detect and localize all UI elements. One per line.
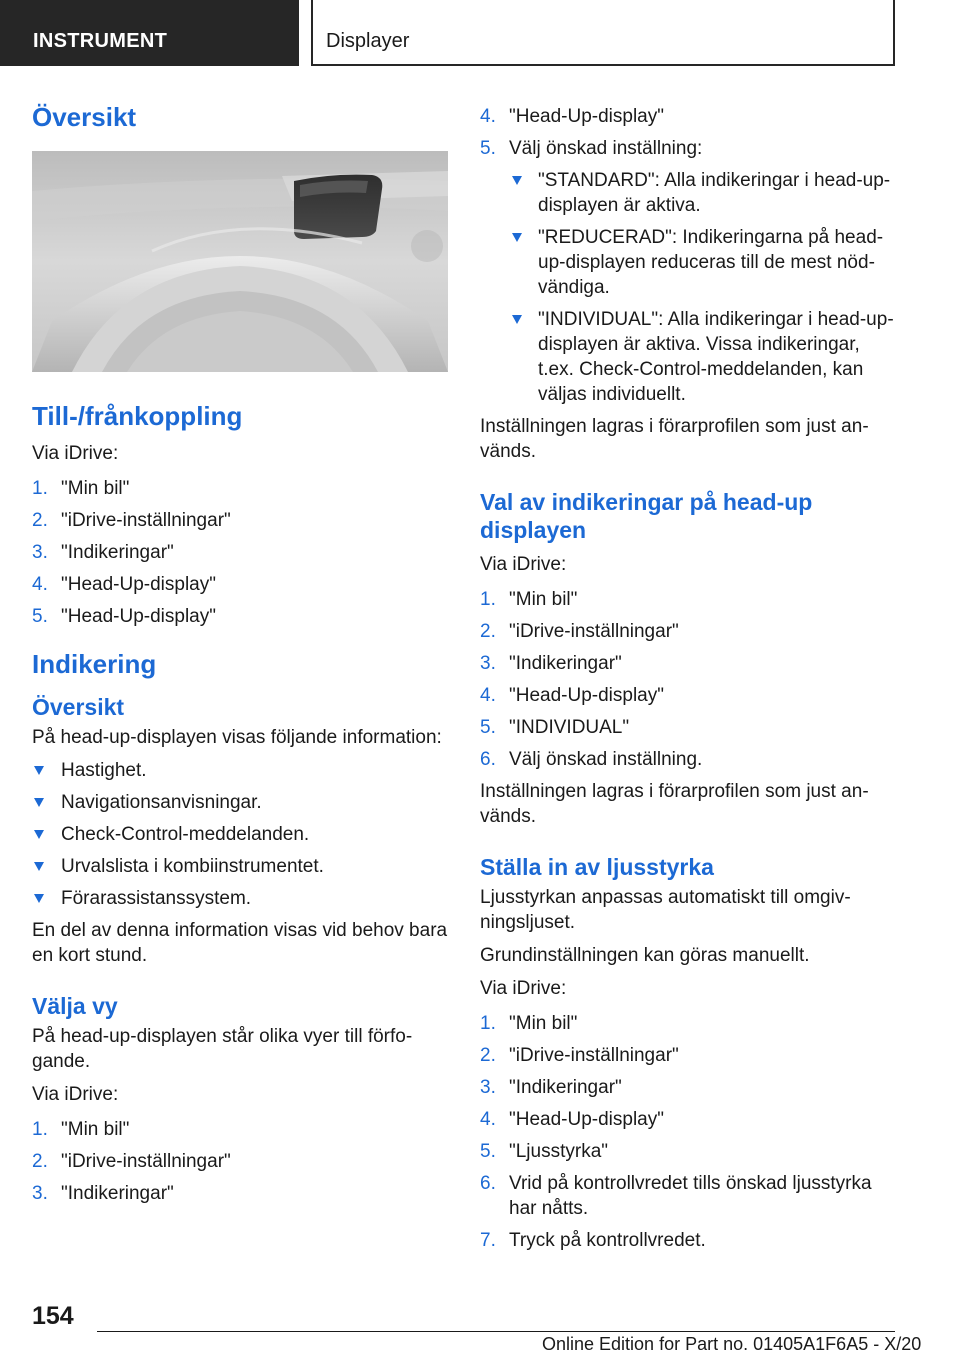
list-item: 5. "Ljusstyrka" — [480, 1141, 609, 1162]
list-item: 4. "Head-Up-display" — [480, 106, 664, 127]
saved-note-1: Inställningen lagras i förarprofilen som just används. — [480, 416, 869, 462]
list-item: "STANDARD": Alla indikeringar i head-up-displayen är aktiva. — [509, 168, 896, 218]
list-item: 3. "Indikeringar" — [32, 1183, 174, 1204]
heading-indikering: Indikering — [32, 649, 157, 679]
list-item: 1. "Min bil" — [480, 1013, 578, 1034]
list-item: "INDIVIDUAL": Alla indikeringar i head-up-displayen är aktiva. Vissa indikeringar, t.ex. Check-Control-meddelanden, kan väljas individuellt. — [509, 307, 896, 407]
triangle-bullet-icon — [34, 862, 44, 871]
list-item: 4. "Head-Up-display" — [480, 1109, 664, 1130]
ljus-steps — [480, 1011, 896, 1253]
list-item: Navigationsanvisningar. — [32, 790, 448, 815]
val-via: Via iDrive: — [480, 554, 567, 575]
indikering-note: En del av denna information visas vid behov bara en kort stund. — [32, 920, 448, 966]
list-item: 2. "iDrive-inställningar" — [480, 1045, 679, 1066]
list-item: 3. "Indikeringar" — [32, 542, 174, 563]
right-column — [480, 100, 896, 1260]
valja-steps-cont — [480, 104, 896, 407]
triangle-bullet-icon — [512, 176, 522, 185]
triangle-bullet-icon — [512, 233, 522, 242]
list-item: 5. Välj önskad inställning: "STANDARD": Alla indikeringar i head-up-displayen är aktiva. "REDUCERAD": Indikeringarna på head-up-displayen reduceras till de mest nödvändiga. "INDIVIDUAL": Alla indikeringar i head-up-displayen är aktiva. Vissa indikeringar, t.ex. Check-Control-meddelanden, kan väljas individuellt. — [480, 136, 896, 407]
heading-ljusstyrka: Ställa in av ljusstyrka — [480, 854, 714, 880]
heading-oversikt-sub: Översikt — [32, 694, 125, 720]
list-item: 2. "iDrive-inställningar" — [32, 510, 231, 531]
list-item: 3. "Indikeringar" — [480, 1077, 622, 1098]
list-item: 7. Tryck på kontrollvredet. — [480, 1230, 706, 1251]
triangle-bullet-icon — [34, 830, 44, 839]
head-up-display-image — [32, 151, 448, 372]
list-item: 5. "Head-Up-display" — [32, 606, 216, 627]
heading-oversikt: Översikt — [32, 102, 137, 132]
valja-intro: På head-up-displayen står olika vyer till förfogande. — [32, 1026, 413, 1072]
section-label: INSTRUMENT — [0, 0, 299, 66]
list-item: "REDUCERAD": Indikeringarna på head-up-displayen reduceras till de mest nödvändiga. — [509, 225, 896, 300]
triangle-bullet-icon — [512, 315, 522, 324]
indikering-intro: På head-up-displayen visas följande information: — [32, 727, 442, 748]
heading-val-av-indikeringar: Val av indikeringar på head-up displayen — [480, 489, 813, 543]
till-steps — [32, 476, 448, 629]
indikering-bullets — [32, 758, 448, 911]
list-item: 3. "Indikeringar" — [480, 653, 622, 674]
list-item: 2. "iDrive-inställningar" — [480, 621, 679, 642]
triangle-bullet-icon — [34, 894, 44, 903]
saved-note-2: Inställningen lagras i förarprofilen som just används. — [480, 781, 869, 827]
till-intro: Via iDrive: — [32, 443, 119, 464]
list-item: 1. "Min bil" — [32, 478, 130, 499]
valja-via: Via iDrive: — [32, 1084, 119, 1105]
list-item: 1. "Min bil" — [32, 1119, 130, 1140]
heading-till: Till-/frånkoppling — [32, 401, 243, 431]
list-item: Hastighet. — [32, 758, 448, 783]
page-number: 154 — [32, 1302, 74, 1330]
valja-steps — [32, 1117, 448, 1206]
page-header — [0, 0, 960, 66]
option-list — [509, 168, 896, 407]
footer-divider — [97, 1331, 895, 1332]
triangle-bullet-icon — [34, 798, 44, 807]
list-item: 5. "INDIVIDUAL" — [480, 717, 630, 738]
left-column — [32, 100, 448, 1213]
list-item: Check-Control-meddelanden. — [32, 822, 448, 847]
list-item: Urvalslista i kombiinstrumentet. — [32, 854, 448, 879]
list-item: 1. "Min bil" — [480, 589, 578, 610]
ljus-via: Via iDrive: — [480, 978, 567, 999]
val-steps — [480, 587, 896, 772]
ljus-p1: Ljusstyrkan anpassas automatiskt till omgivningsljuset. — [480, 887, 851, 933]
list-item: Förarassistanssystem. — [32, 886, 448, 911]
edition-text: Online Edition for Part no. 01405A1F6A5 - X/20 — [542, 1334, 922, 1354]
list-item: 6. Vrid på kontrollvredet tills önskad ljusstyrka har nåtts. — [480, 1173, 872, 1219]
triangle-bullet-icon — [34, 766, 44, 775]
list-item: 2. "iDrive-inställningar" — [32, 1151, 231, 1172]
heading-valja-vy: Välja vy — [32, 993, 118, 1019]
ljus-p2: Grundinställningen kan göras manuellt. — [480, 945, 810, 966]
list-item: 4. "Head-Up-display" — [480, 685, 664, 706]
list-item: 4. "Head-Up-display" — [32, 574, 216, 595]
list-item: 6. Välj önskad inställning. — [480, 749, 703, 770]
chapter-title: Displayer — [311, 0, 895, 66]
